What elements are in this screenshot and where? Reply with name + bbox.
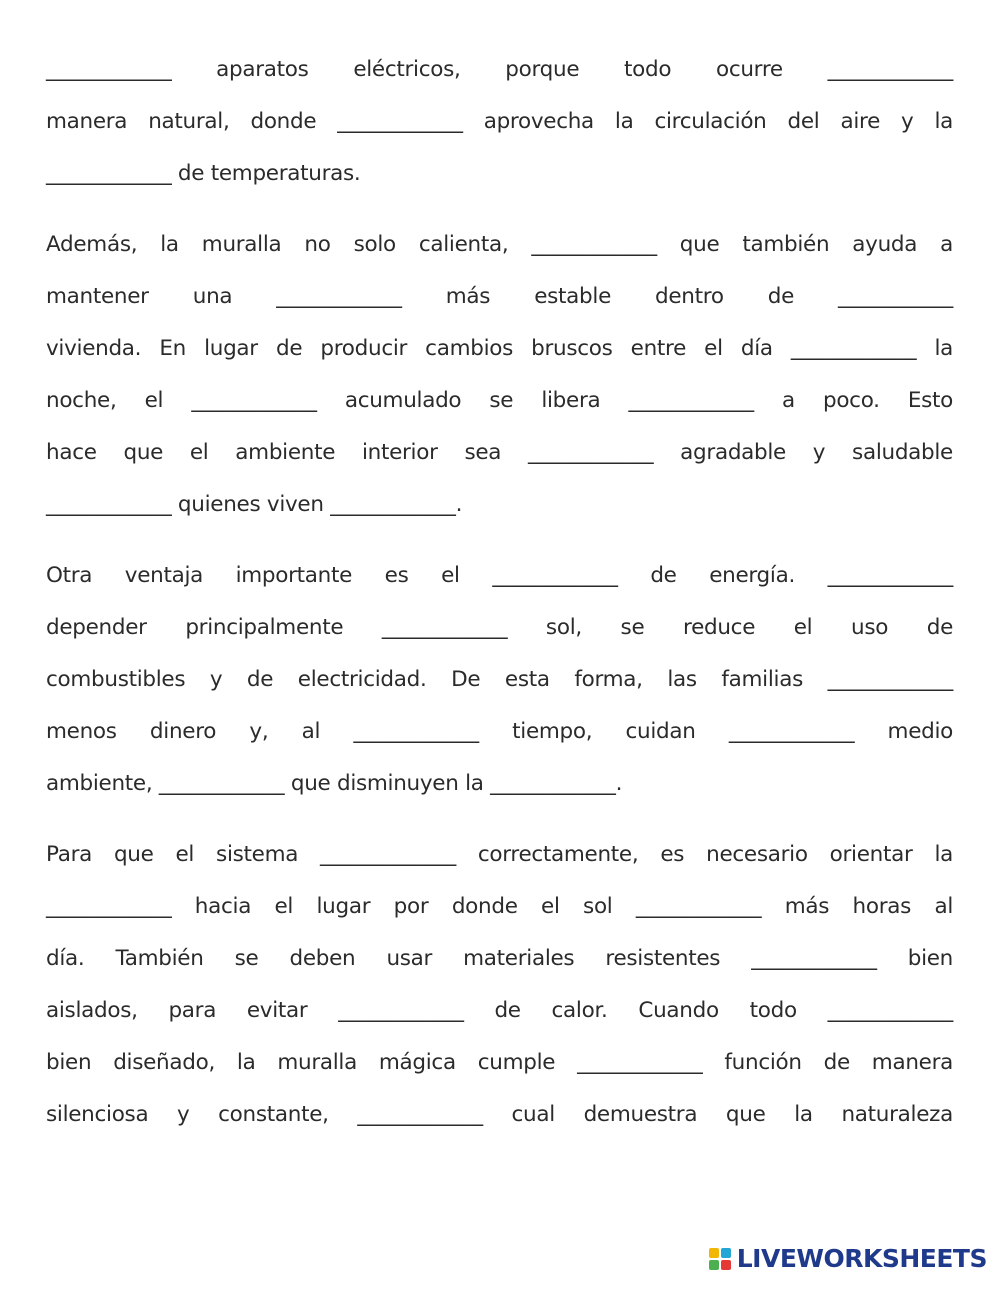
liveworksheets-logo-icon (709, 1248, 731, 1270)
text-line: ____________ quienes viven ____________. (46, 492, 463, 517)
brand-name: LIVEWORKSHEETS (736, 1244, 987, 1273)
text-line: mantener una ____________ más estable dentro de ___________ (46, 284, 953, 309)
text-line: depender principalmente ____________ sol, se reduce el uso de (46, 615, 953, 640)
text-line: noche, el ____________ acumulado se libera ____________ a poco. Esto (46, 388, 953, 413)
text-line: ____________ aparatos eléctricos, porque todo ocurre ____________ (46, 57, 953, 82)
text-line: Además, la muralla no solo calienta, ____________ que también ayuda a (46, 232, 953, 257)
paragraph-4 (46, 829, 953, 1141)
text-line: menos dinero y, al ____________ tiempo, cuidan ____________ medio (46, 719, 953, 744)
text-line: aislados, para evitar ____________ de calor. Cuando todo ____________ (46, 998, 953, 1023)
text-line: ____________ hacia el lugar por donde el sol ____________ más horas al (46, 894, 953, 919)
liveworksheets-brand (709, 1244, 987, 1273)
text-line: combustibles y de electricidad. De esta forma, las familias ____________ (46, 667, 953, 692)
text-line: Para que el sistema _____________ correctamente, es necesario orientar la (46, 842, 953, 867)
text-line: ____________ de temperaturas. (46, 161, 361, 186)
text-line: manera natural, donde ____________ aprovecha la circulación del aire y la (46, 109, 953, 134)
paragraph-1 (46, 44, 953, 200)
paragraph-2 (46, 219, 953, 531)
text-line: ambiente, ____________ que disminuyen la ____________. (46, 771, 623, 796)
text-line: silenciosa y constante, ____________ cual demuestra que la naturaleza (46, 1102, 953, 1127)
text-line: hace que el ambiente interior sea ____________ agradable y saludable (46, 440, 953, 465)
worksheet-body (46, 44, 953, 1160)
text-line: día. También se deben usar materiales resistentes ____________ bien (46, 946, 953, 971)
text-line: bien diseñado, la muralla mágica cumple ____________ función de manera (46, 1050, 953, 1075)
text-line: Otra ventaja importante es el ____________ de energía. ____________ (46, 563, 953, 588)
paragraph-3 (46, 550, 953, 810)
text-line: vivienda. En lugar de producir cambios bruscos entre el día ____________ la (46, 336, 953, 361)
